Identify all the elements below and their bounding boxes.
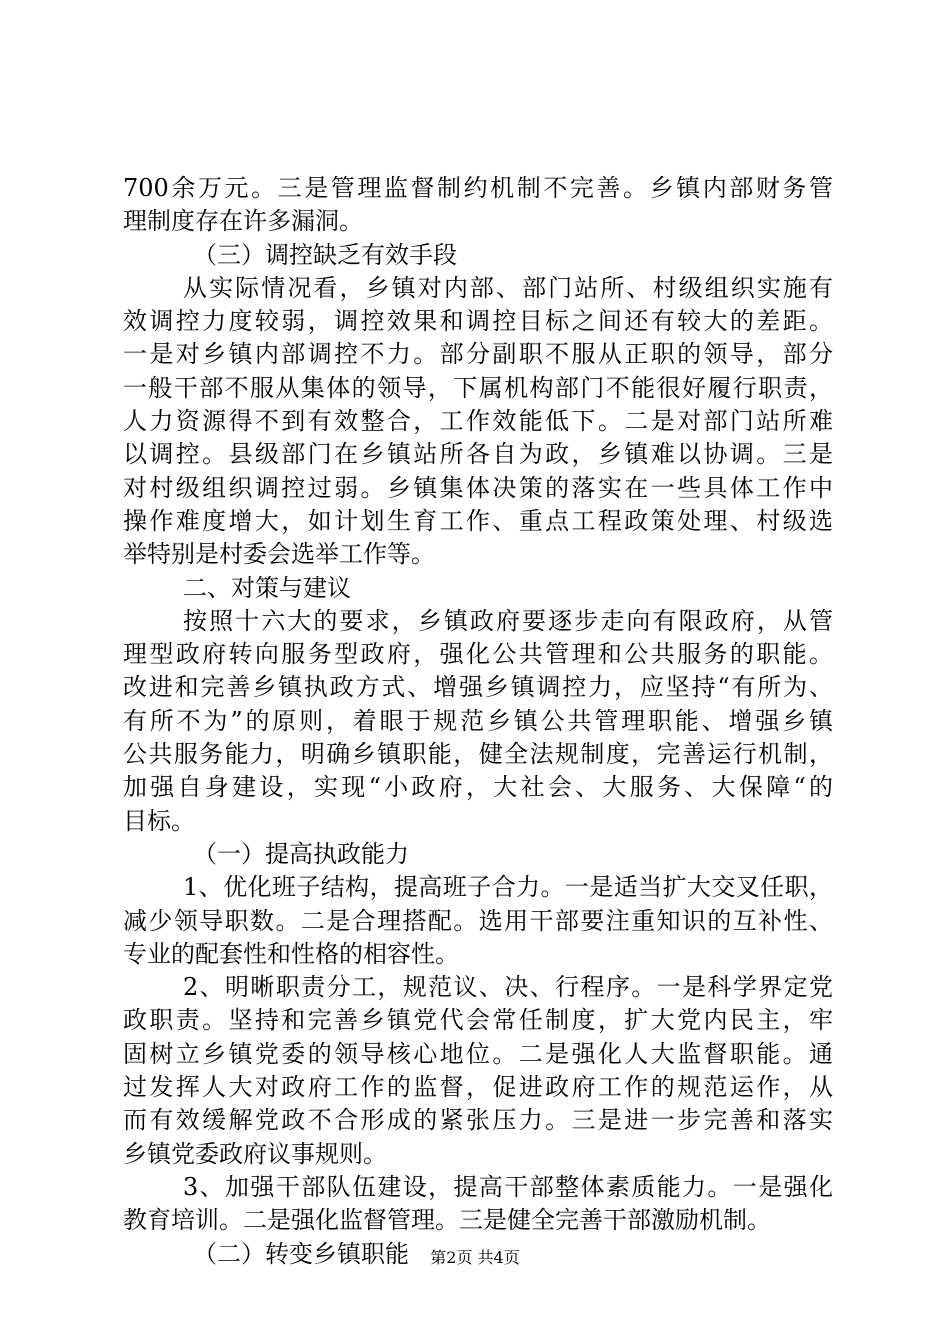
text-line: 人力资源得不到有效整合，工作效能低下。二是对部门站所难 (123, 407, 833, 436)
text-line: 效调控力度较弱，调控效果和调控目标之间还有较大的差距。 (123, 307, 833, 336)
text-line: 加强自身建设，实现“小政府，大社会、大服务、大保障“的 (123, 773, 833, 802)
text-line: 改进和完善乡镇执政方式、增强乡镇调控力，应坚持“有所为、 (123, 673, 833, 702)
text-line: 理型政府转向服务型政府，强化公共管理和公共服务的职能。 (123, 640, 833, 669)
page-footer: 第2页 共4页 (430, 1248, 520, 1267)
paragraph-first-line: 3、加强干部队伍建设，提高干部整体素质能力。一是强化 (183, 1172, 833, 1201)
paragraph-first-line: 1、优化班子结构，提高班子合力。一是适当扩大交叉任职， (183, 873, 833, 902)
document-body (123, 172, 833, 1271)
paragraph-first-line: 按照十六大的要求，乡镇政府要逐步走向有限政府，从管 (183, 606, 833, 635)
subsection-heading: （二）转变乡镇职能 (193, 1239, 409, 1268)
text-line: 专业的配套性和性格的相容性。 (123, 939, 459, 968)
text-line: 理制度存在许多漏洞。 (123, 207, 363, 236)
text-line: 操作难度增大，如计划生育工作、重点工程政策处理、村级选 (123, 506, 833, 535)
text-line: 700余万元。三是管理监督制约机制不完善。乡镇内部财务管 (123, 174, 833, 202)
text-line: 有所不为”的原则，着眼于规范乡镇公共管理职能、增强乡镇 (123, 706, 833, 735)
text-line: 政职责。坚持和完善乡镇党代会常任制度，扩大党内民主，牢 (123, 1006, 833, 1035)
text-line: 一是对乡镇内部调控不力。部分副职不服从正职的领导，部分 (123, 340, 833, 369)
text-line: 公共服务能力，明确乡镇职能，健全法规制度，完善运行机制， (123, 740, 833, 769)
text-line: 一般干部不服从集体的领导，下属机构部门不能很好履行职责， (123, 373, 833, 402)
text-line: 教育培训。二是强化监督管理。三是健全完善干部激励机制。 (123, 1206, 771, 1235)
subsection-heading: （三）调控缺乏有效手段 (193, 240, 457, 269)
paragraph-first-line: 2、明晰职责分工，规范议、决、行程序。一是科学界定党 (183, 973, 833, 1002)
section-heading: 二、对策与建议 (183, 573, 351, 602)
text-line: 固树立乡镇党委的领导核心地位。二是强化人大监督职能。通 (123, 1039, 833, 1068)
text-line: 而有效缓解党政不合形成的紧张压力。三是进一步完善和落实 (123, 1106, 833, 1135)
text-line: 乡镇党委政府议事规则。 (123, 1139, 387, 1168)
subsection-heading: （一）提高执政能力 (193, 839, 409, 868)
text-line: 以调控。县级部门在乡镇站所各自为政，乡镇难以协调。三是 (123, 440, 833, 469)
text-line: 目标。 (123, 806, 195, 835)
paragraph-first-line: 从实际情况看，乡镇对内部、部门站所、村级组织实施有 (183, 273, 833, 302)
text-line: 举特别是村委会选举工作等。 (123, 540, 435, 569)
text-line: 对村级组织调控过弱。乡镇集体决策的落实在一些具体工作中 (123, 473, 833, 502)
text-line: 减少领导职数。二是合理搭配。选用干部要注重知识的互补性、 (123, 906, 833, 935)
text-line: 过发挥人大对政府工作的监督，促进政府工作的规范运作，从 (123, 1073, 833, 1102)
